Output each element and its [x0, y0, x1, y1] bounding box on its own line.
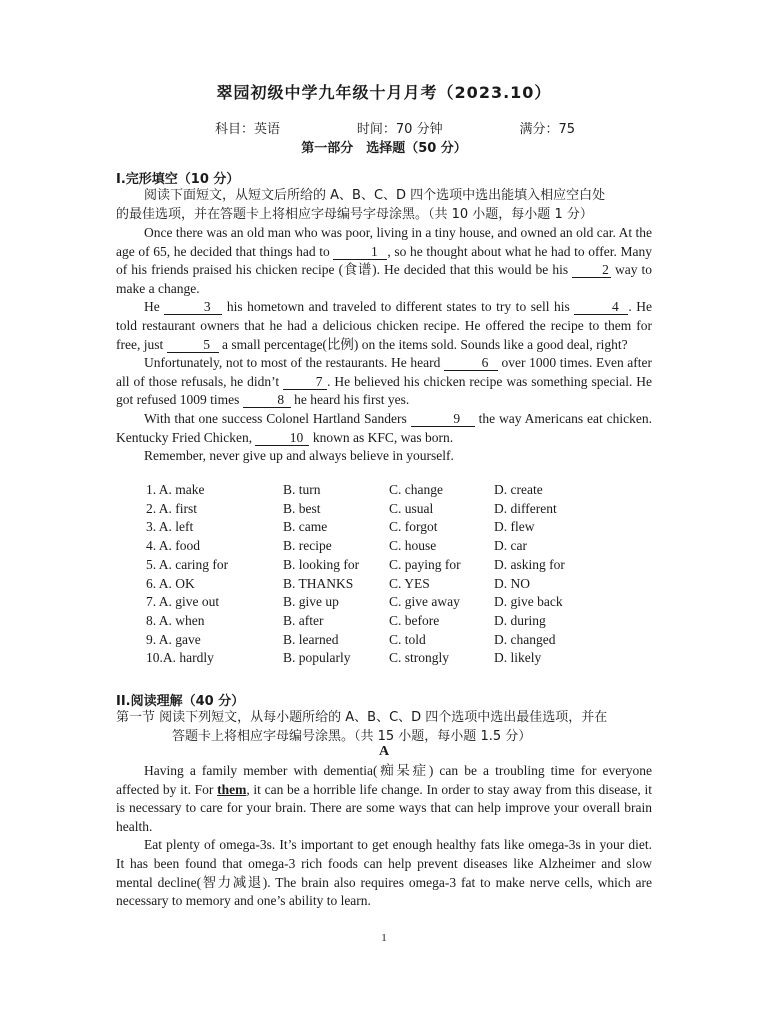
option-choice: C. strongly [389, 650, 450, 666]
option-choice: B. after [283, 612, 324, 628]
option-row [146, 518, 606, 537]
blank-8: 8 [243, 393, 291, 408]
reading-paragraph-2: Eat plenty of omega-3s. It’s important to get enough healthy fats like omega-3s in your diet. It has been found that omega-3 rich foods can help prevent diseases like Alzheimer and slow mental decline(智力减退). The brain also requires omega-3 fat to make nerve cells, which are necessary to memory and one’s ability to learn. [116, 837, 652, 909]
cloze-paragraph-1 [116, 224, 652, 298]
passage-letter: A [378, 744, 390, 759]
cloze-p2-text-a: He [144, 299, 160, 315]
score-label: 满分：75 [519, 122, 575, 137]
cloze-p3-text-c: . He believed his chicken recipe was something special. He got refused 1009 times [116, 373, 653, 408]
cloze-p2-text-c: . He told restaurant owners that he had a delicious chicken recipe. He offered the recipe to them for free, just [116, 299, 652, 352]
section1-instructions [116, 186, 652, 224]
option-choice: D. flew [494, 519, 535, 535]
cloze-p2-text-b: his hometown and traveled to different states to try to sell his [226, 299, 570, 315]
option-choice: C. house [389, 538, 437, 554]
cloze-p4-text-b: the way Americans eat chicken. Kentucky Fried Chicken, [116, 410, 653, 445]
option-choice: B. turn [283, 482, 321, 497]
cloze-options [146, 481, 606, 668]
option-choice: D. NO [494, 575, 530, 591]
option-choice: D. car [494, 538, 527, 554]
cloze-paragraph-5: Remember, never give up and always believe in yourself. [144, 448, 454, 464]
reading-p1-text-a: Having a family member with dementia(痴呆症) can be a troubling time for everyone affected by it. For [116, 763, 652, 797]
cloze-p3-text-a: Unfortunately, not to most of the restaurants. He heard [144, 355, 441, 371]
option-choice: B. give up [283, 594, 339, 610]
cloze-p4-text-a: With that one success Colonel Hartland Sanders [144, 410, 407, 426]
exam-meta [215, 118, 575, 137]
page-number: 1 [381, 932, 387, 944]
option-choice: D. changed [494, 631, 556, 647]
section2-heading: II.阅读理解（40 分） [116, 694, 245, 709]
option-choice: B. recipe [283, 538, 332, 554]
option-row [146, 537, 606, 556]
cloze-paragraph-2 [116, 298, 652, 354]
blank-10: 10 [255, 431, 309, 446]
cloze-p4-text-c: known as KFC, was born. [312, 429, 454, 445]
option-choice: 1. A. make [146, 482, 205, 497]
option-choice: C. forgot [389, 519, 438, 535]
option-row [146, 500, 606, 519]
blank-9: 9 [411, 412, 475, 427]
option-choice: C. YES [389, 575, 430, 591]
blank-7: 7 [283, 375, 327, 390]
cloze-p1-text-c: way to make a change. [116, 262, 653, 296]
cloze-p2-text-d: a small percentage(比例) on the items sold. Sounds like a good deal, right? [221, 336, 628, 352]
option-choice: D. create [494, 482, 543, 497]
option-choice: C. change [389, 482, 443, 497]
option-choice: C. give away [389, 594, 460, 610]
blank-3: 3 [164, 300, 222, 315]
exam-title: 翠园初级中学九年级十月月考（2023.10） [216, 83, 552, 102]
cloze-p3-text-d: he heard his first yes. [294, 392, 410, 408]
option-choice: B. looking for [283, 556, 360, 572]
option-row [146, 649, 606, 668]
option-choice: 9. A. gave [146, 631, 201, 647]
blank-1: 1 [333, 245, 387, 260]
option-choice: 4. A. food [146, 538, 200, 554]
cloze-p1-text-a: Once there was an old man who was poor, living in a tiny house, and owned an old car. At the age of 65, he decided that things had to [116, 225, 652, 259]
option-choice: B. best [283, 500, 321, 516]
reading-p1-text-b: , it can be a horrible life change. In order to stay away from this disease, it is necessary to care for your brain. There are some ways that can help improve your overall brain health. [116, 781, 652, 834]
option-row [146, 575, 606, 594]
cloze-p3-text-b: over 1000 times. Even after all of those refusals, he didn’t [116, 355, 653, 389]
time-label: 时间：70 分钟 [356, 122, 443, 137]
cloze-paragraph-3 [116, 354, 652, 410]
section2-instruction-line2: 答题卡上将相应字母编号涂黑。（共 15 小题，每小题 1.5 分） [172, 729, 532, 744]
blank-2: 2 [572, 263, 611, 278]
option-choice: 3. A. left [146, 519, 194, 535]
option-row [146, 631, 606, 650]
subject-label: 科目：英语 [215, 122, 281, 137]
option-choice: 8. A. when [146, 612, 205, 628]
blank-4: 4 [574, 300, 628, 315]
option-row [146, 593, 606, 612]
option-choice: 10.A. hardly [146, 650, 214, 666]
part-title: 第一部分 选择题（50 分） [301, 141, 467, 156]
cloze-passage [116, 224, 652, 466]
section1-instruction-line1: 阅读下面短文，从短文后所给的 A、B、C、D 四个选项中选出能填入相应空白处 [144, 188, 606, 203]
option-row [146, 556, 606, 575]
section1-heading: I.完形填空（10 分） [116, 172, 240, 187]
cloze-paragraph-4 [116, 410, 652, 447]
reading-them-emphasis: them [217, 781, 247, 797]
option-choice: C. told [389, 631, 426, 647]
option-row [146, 481, 606, 500]
blank-5: 5 [167, 338, 219, 353]
option-choice: C. paying for [389, 556, 461, 572]
blank-6: 6 [444, 356, 498, 371]
option-choice: C. before [389, 612, 440, 628]
cloze-p1-text-b: , so he thought about what he had to offer. Many of his friends praised his chicken recipe (食谱). He decided that this would be his [116, 243, 652, 278]
option-choice: 7. A. give out [146, 594, 220, 610]
option-choice: B. popularly [283, 650, 351, 666]
option-choice: B. learned [283, 631, 339, 647]
option-choice: D. during [494, 612, 546, 628]
option-choice: D. different [494, 500, 557, 516]
option-choice: D. likely [494, 650, 542, 666]
option-choice: C. usual [389, 500, 434, 516]
option-row [146, 612, 606, 631]
section1-instruction-line2: 的最佳选项，并在答题卡上将相应字母编号字母涂黑。（共 10 小题，每小题 1 分） [116, 207, 593, 222]
section2-instruction-line1: 第一节 阅读下列短文，从每小题所给的 A、B、C、D 四个选项中选出最佳选项，并在 [116, 710, 608, 725]
option-choice: 5. A. caring for [146, 556, 229, 572]
section2-instructions [116, 708, 656, 746]
reading-paragraph-1 [116, 762, 652, 836]
option-choice: 2. A. first [146, 500, 198, 516]
reading-passage [116, 762, 652, 911]
option-choice: D. asking for [494, 556, 565, 572]
option-choice: B. THANKS [283, 575, 354, 591]
option-choice: 6. A. OK [146, 575, 195, 591]
option-choice: B. came [283, 519, 328, 535]
option-choice: D. give back [494, 594, 563, 610]
